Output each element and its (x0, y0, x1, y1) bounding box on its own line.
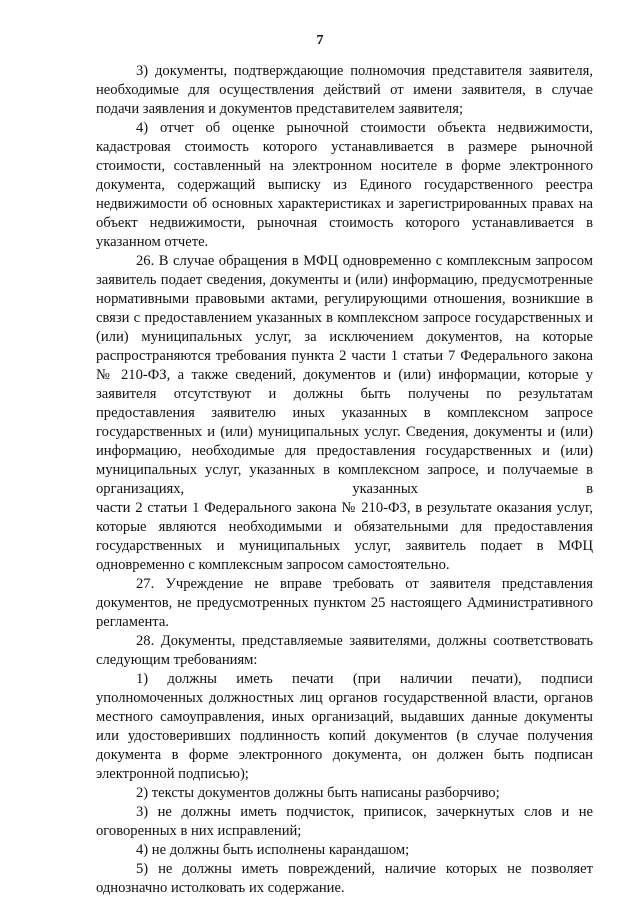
paragraph-26: 26. В случае обращения в МФЦ одновременно с комплексным запросом заявитель подает сведения, документы и (или) информацию, предусмотренные нормативными правовыми актами, регулирующими отношения, возникшие в связи с предоставлением указанных в комплексном запросе государственных и (или) муниципальных услуг, за исключением документов, на которые распространяются требования пункта 2 части 1 статьи 7 Федерального закона № 210-ФЗ, а также сведений, документов и (или) информации, которые у заявителя отсутствуют и должны быть получены по результатам предоставления заявителю иных указанных в комплексном запросе государственных и (или) муниципальных услуг. Сведения, документы и (или) информацию, необходимые для предоставления государственных и (или) муниципальных услуг, указанных в комплексном запросе, и получаемые в организациях, указанных в (96, 253, 593, 497)
document-body (96, 62, 593, 898)
requirement-4: 4) не должны быть исполнены карандашом; (136, 842, 410, 858)
page-number: 7 (316, 33, 324, 48)
paragraph-27: 27. Учреждение не вправе требовать от заявителя представления документов, не предусмотренных пунктом 25 настоящего Административного регламента. (96, 576, 593, 630)
paragraph-28: 28. Документы, представляемые заявителями, должны соответствовать следующим требованиям: (96, 633, 593, 668)
paragraph-item-4: 4) отчет об оценке рыночной стоимости объекта недвижимости, кадастровая стоимость которого устанавливается в размере рыночной стоимости, составленный на электронном носителе в форме электронного документа, содержащий выписку из Единого государственного реестра недвижимости об основных характеристиках и зарегистрированных правах на объект недвижимости, рыночная стоимость которого устанавливается в указанном отчете. (96, 120, 593, 250)
paragraph-item-3: 3) документы, подтверждающие полномочия представителя заявителя, необходимые для осуществления действий от имени заявителя, в случае подачи заявления и документов представителем заявителя; (96, 63, 593, 117)
paragraph-26-continued: части 2 статьи 1 Федерального закона № 210-ФЗ, в результате оказания услуг, которые являются необходимыми и обязательными для предоставления государственных и муниципальных услуг, заявитель подает в МФЦ одновременно с комплексным запросом самостоятельно. (96, 500, 593, 573)
requirement-2: 2) тексты документов должны быть написаны разборчиво; (136, 785, 500, 801)
requirement-1: 1) должны иметь печати (при наличии печати), подписи уполномоченных должностных лиц органов государственной власти, органов местного самоуправления, иных организаций, выдавших данные документы или удостоверивших подлинность копий документов (в случае получения документа в форме электронного документа, он должен быть подписан электронной подписью); (96, 671, 593, 782)
requirement-5: 5) не должны иметь повреждений, наличие которых не позволяет однозначно истолковать их содержание. (96, 861, 593, 896)
requirement-3: 3) не должны иметь подчисток, приписок, зачеркнутых слов и не оговоренных в них исправлений; (96, 804, 593, 839)
